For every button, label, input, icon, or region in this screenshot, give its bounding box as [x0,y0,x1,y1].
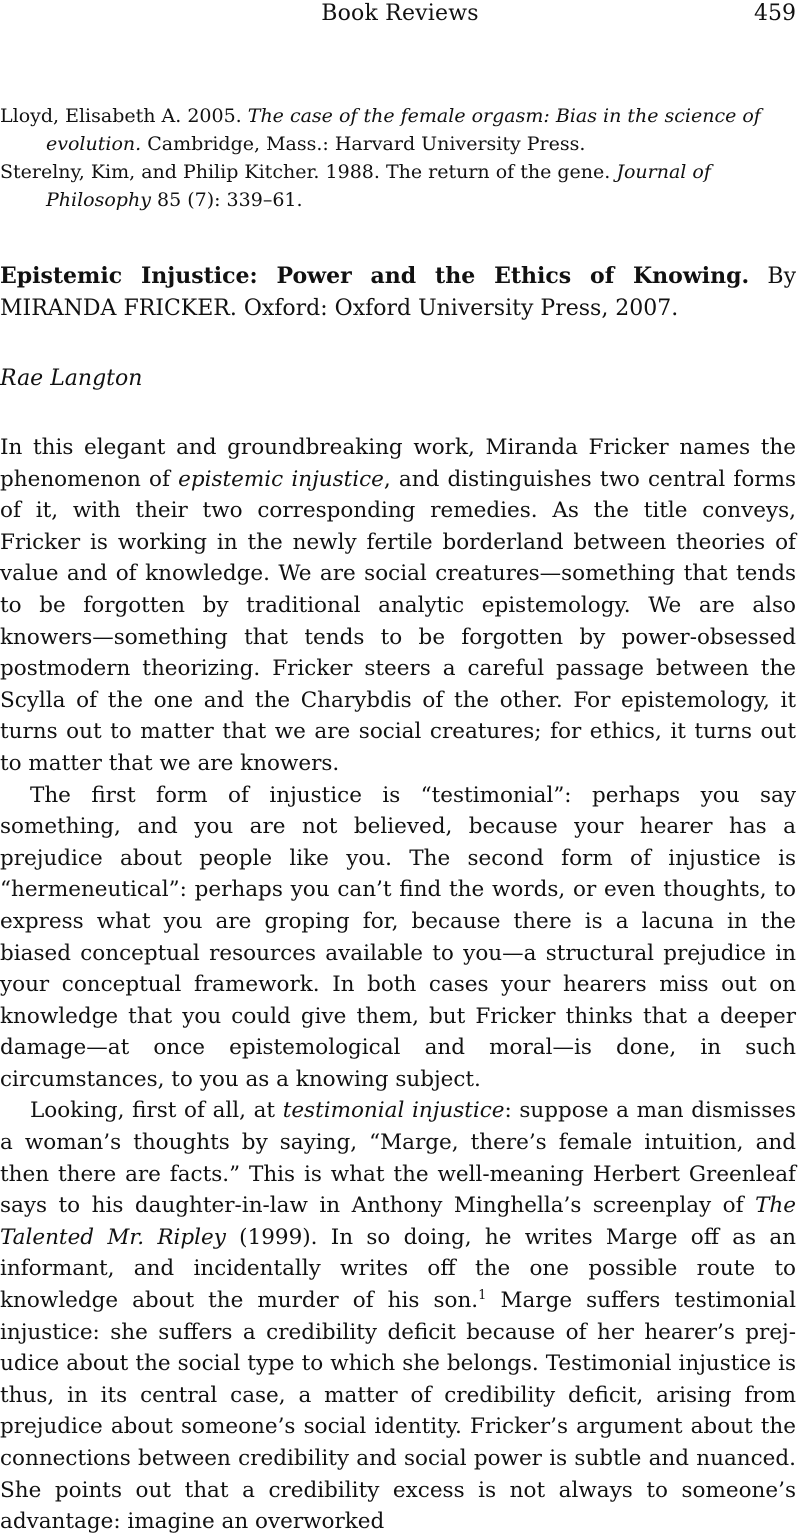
reference-text: Sterelny, Kim, and Philip Kitcher. 1988. The return of the gene. [0,161,617,183]
review-heading [0,260,796,325]
reference-text: 85 (7): 339–61. [150,189,303,211]
emphasis-text: epistemic injustice [178,466,384,492]
emphasis-text: testimonial injustice [282,1098,505,1124]
paragraph-text: Looking, first of all, at [30,1098,283,1124]
reference-text: Cambridge, Mass.: Harvard University Press. [141,133,586,155]
reference-entry [0,158,796,214]
reviewer-name: Rae Langton [0,366,143,391]
paragraph-text: : suppose a man dismisses a woman’s thoughts by saying, “Marge, there’s female intuition, and then there are facts.” This is what the well-meaning Herbert Greenleaf says to his daughter-in-law in Anthony Minghella’s screenplay of [0,1098,796,1219]
footnote-marker[interactable]: 1 [478,1287,487,1303]
paragraph-text: Marge suffers testimonial injustice: she suffers a credibility deficit because of her hearer’s prejudice about the social type to which she belongs. Testimonial injustice is thus, in its central case, a matter of credibility deficit, arising from prejudice about someone’s social identity. Fricker’s argument about the connections between credibility and social power is subtle and nuanced. She points out that a credibility excess is not always to someone’s advantage: imagine an overworked [0,1288,796,1535]
paragraph-text: (1999). In so doing, he writes Marge off as an informant, and incidentally writes off the one possible route to knowledge about the murder of his son. [0,1224,796,1314]
running-head: Book Reviews [321,1,479,26]
paragraph [0,1095,796,1537]
paragraph [0,432,796,780]
reference-journal: Journal of Philosophy [46,161,711,211]
paragraph: The first form of injustice is “testimonial”: perhaps you say something, and you are not believed, because your hearer has a prejudice about people like you. The second form of injustice is “hermeneutical”: perhaps you can’t find the words, or even thoughts, to express what you are groping for, because there is a lacuna in the biased conceptual resources available to you—a structural prejudice in your conceptual framework. In both cases your hearers miss out on knowledge that you could give them, but Fricker thinks that a deeper damage—at once epistemological and moral—is done, in such circumstances, to you as a knowing subject. [0,782,796,1092]
film-title: The Talented Mr. Ripley [0,1193,796,1250]
reference-list [0,102,796,214]
reference-title: The case of the female orgasm: Bias in the science of evolution. [46,105,761,155]
page-number: 459 [754,1,796,26]
reference-text: Lloyd, Elisabeth A. 2005. [0,105,248,127]
paragraph-text: In this elegant and groundbreaking work, Miranda Fricker names the phenomenon of [0,435,796,492]
page-header [0,0,800,30]
review-body [0,432,796,1538]
paragraph-text: , and distinguishes two central forms of it, with their two corresponding remedies. As the title conveys, Fricker is working in the newly fertile borderland between theories of value and of knowledge. We are social creatures—something that tends to be forgotten by traditional analytic epistemology. We are also knowers—something that tends to be forgotten by power-obsessed postmodern theorizing. Fricker steers a careful passage between the Scylla of the one and the Charybdis of the other. For epistemology, it turns out to matter that we are social creatures; for ethics, it turns out to matter that we are knowers. [0,466,797,776]
book-byline: By MIRANDA FRICKER. Oxford: Oxford University Press, 2007. [0,264,796,321]
book-title: Epistemic Injustice: Power and the Ethics of Knowing. [0,263,750,289]
reference-entry [0,102,796,158]
